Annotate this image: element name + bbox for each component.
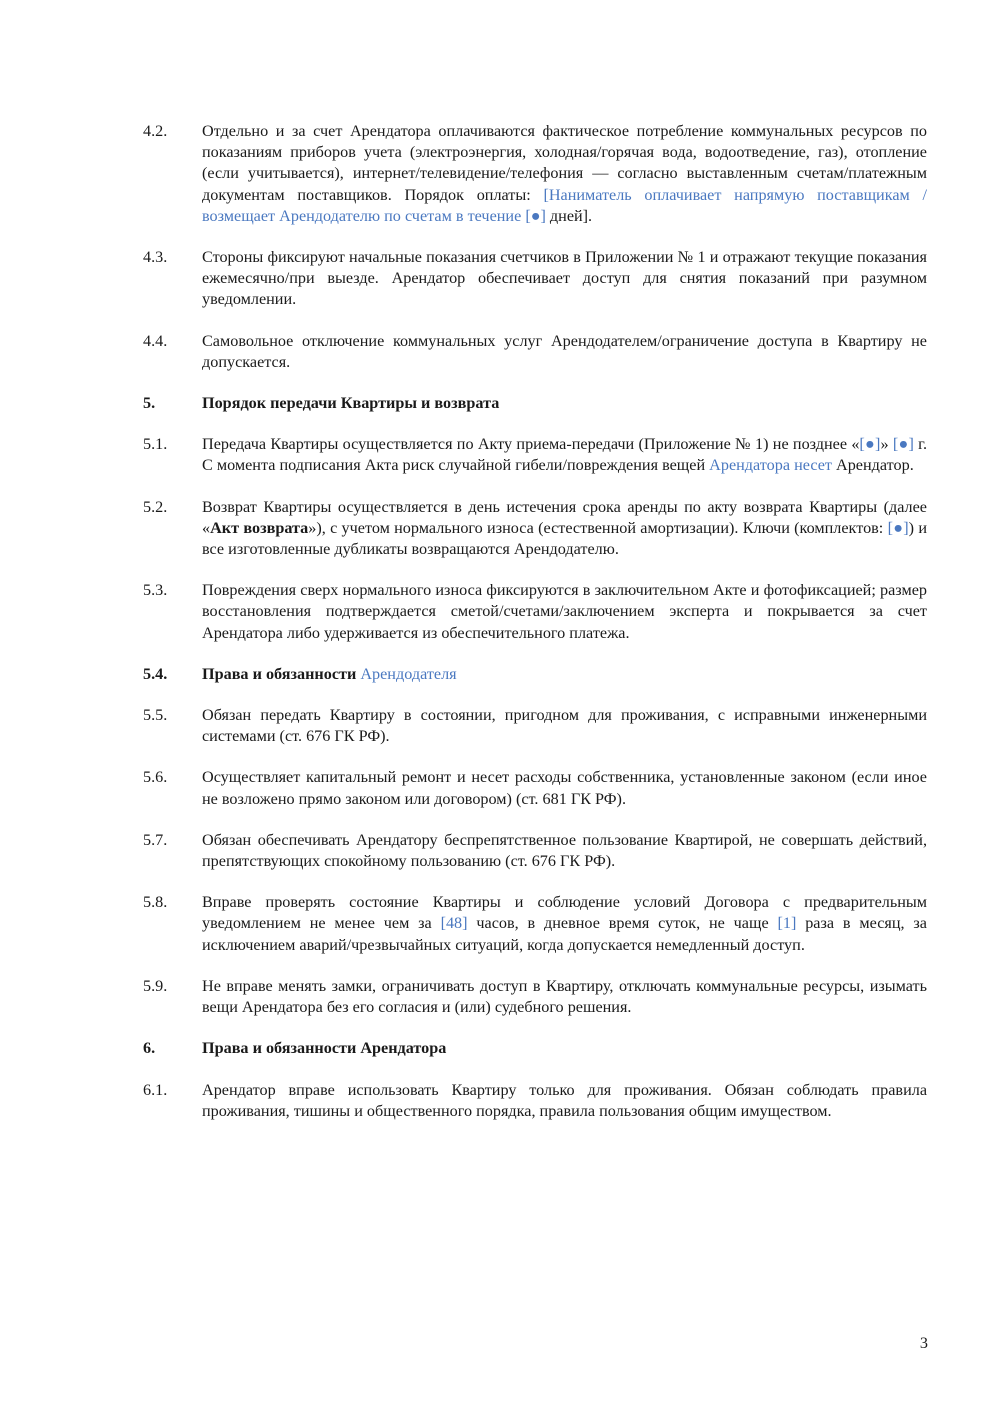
clause-text — [202, 434, 927, 476]
clause-4-3 — [143, 247, 927, 311]
section-heading-5 — [143, 393, 927, 414]
clause-5-6 — [143, 767, 927, 809]
clause-5-3 — [143, 580, 927, 644]
clause-text-run: Арендатор. — [831, 456, 914, 475]
clause-text-run: г. С момента подписания Акта риск случайной гибели/повреждения вещей — [202, 435, 928, 475]
clause-5-5 — [143, 705, 927, 747]
clause-text: Обязан передать Квартиру в состоянии, пригодном для проживания, с исправными инженерными системами (ст. 676 ГК РФ). — [202, 706, 927, 746]
section-number: 6. — [143, 1039, 156, 1058]
clause-5-7 — [143, 830, 927, 872]
section-title: Порядок передачи Квартиры и возврата — [202, 394, 500, 413]
clause-text-run: ) и все изготовленные дубликаты возвращаются Арендодателю. — [202, 518, 927, 559]
placeholder-text: Арендатора несет — [709, 456, 832, 475]
clause-text — [202, 121, 927, 227]
defined-term: Акт возврата — [210, 518, 309, 537]
clause-text: Не вправе менять замки, ограничивать доступ в Квартиру, отключать коммунальные ресурсы, изымать вещи Арендатора без его согласия и (или) судебного решения. — [202, 976, 927, 1017]
placeholder-text: [●] — [887, 518, 909, 537]
clause-text-run: »), с учетом нормального износа (естественной амортизации). Ключи (комплектов: — [308, 518, 888, 537]
clause-title — [202, 664, 927, 685]
clause-text-run: Вправе проверять состояние Квартиры и соблюдение условий Договора с предварительным уведомлением не менее чем за — [202, 893, 927, 933]
clause-text: Обязан обеспечивать Арендатору беспрепятственное пользование Квартирой, не совершать действий, препятствующих спокойному пользованию (ст. 676 ГК РФ). — [202, 830, 927, 871]
clause-5-1 — [143, 434, 927, 476]
clause-5-2 — [143, 497, 927, 561]
clause-5-4-heading — [143, 664, 927, 685]
clause-text-run: раза в месяц, за исключением аварий/чрезвычайных ситуаций, когда допускается немедленный доступ. — [202, 914, 927, 954]
clause-5-9 — [143, 976, 927, 1018]
clause-number: 5.9. — [143, 976, 168, 995]
clause-text — [202, 497, 927, 561]
clause-number: 4.3. — [143, 248, 168, 267]
document-body — [143, 121, 927, 1122]
clause-title-run: Права и обязанности — [202, 664, 361, 683]
clause-number: 5.8. — [143, 893, 168, 912]
clause-number: 5.1. — [143, 435, 168, 454]
clause-5-8 — [143, 892, 927, 956]
clause-number: 5.6. — [143, 768, 168, 787]
section-title: Права и обязанности Арендатора — [202, 1039, 447, 1058]
clause-text: Арендатор вправе использовать Квартиру только для проживания. Обязан соблюдать правила проживания, тишины и общественного порядка, правила пользования общим имуществом. — [202, 1080, 927, 1120]
clause-text-run: Возврат Квартиры осуществляется в день истечения срока аренды по акту возврата Квартиры (далее « — [202, 497, 927, 537]
clause-text-run: часов, в дневное время суток, не чаще — [467, 914, 778, 933]
placeholder-text: Арендодателя — [360, 664, 457, 683]
clause-number: 4.2. — [143, 122, 168, 140]
clause-number: 5.3. — [143, 581, 168, 600]
clause-6-1 — [143, 1080, 927, 1122]
clause-number: 5.5. — [143, 706, 168, 725]
clause-number: 5.4. — [143, 664, 168, 683]
clause-text-run: » — [880, 435, 893, 454]
clause-number: 5.2. — [143, 497, 168, 516]
clause-text-run: Передача Квартиры осуществляется по Акту приема-передачи (Приложение № 1) не позднее « — [202, 435, 860, 454]
clause-text-run: дней]. — [545, 206, 593, 225]
section-number: 5. — [143, 394, 156, 413]
clause-number: 4.4. — [143, 331, 168, 350]
placeholder-text: [1] — [777, 914, 797, 933]
section-heading-6 — [143, 1038, 927, 1059]
placeholder-text: [Наниматель оплачивает напрямую поставщикам / возмещает Арендодателю по счетам в течение [●] — [202, 185, 927, 225]
clause-text: Самовольное отключение коммунальных услуг Арендодателем/ограничение доступа в Квартиру не допускается. — [202, 331, 927, 371]
clause-text: Осуществляет капитальный ремонт и несет расходы собственника, установленные законом (если иное не возложено прямо законом или договором) (ст. 681 ГК РФ). — [202, 768, 927, 808]
clause-text: Повреждения сверх нормального износа фиксируются в заключительном Акте и фотофиксацией; размер восстановления подтверждается сметой/счетами/заключением эксперта и покрывается за счет Арендатора либо удерживается из обеспечительного платежа. — [202, 581, 927, 642]
clause-number: 6.1. — [143, 1080, 168, 1099]
placeholder-text: [●] — [892, 435, 914, 454]
clause-text-run: Отдельно и за счет Арендатора оплачиваются фактическое потребление коммунальных ресурсов по показаниям приборов учета (электроэнергия, холодная/горячая вода, водоотведение, газ), отопление (если учитывается), интернет/телевидение/телефония — согласно выставленным счетам/платежным документам поставщиков. Порядок оплаты: — [202, 122, 927, 204]
clause-text — [202, 892, 927, 956]
clause-number: 5.7. — [143, 830, 168, 849]
clause-text: Стороны фиксируют начальные показания счетчиков в Приложении № 1 и отражают текущие показания ежемесячно/при выезде. Арендатор обеспечивает доступ для снятия показаний при разумном уведомлении. — [202, 248, 927, 309]
page-number: 3 — [919, 1334, 928, 1352]
placeholder-text: [●] — [859, 435, 881, 454]
clause-4-4 — [143, 331, 927, 373]
clause-4-2 — [143, 121, 927, 227]
placeholder-text: [48] — [440, 914, 468, 933]
